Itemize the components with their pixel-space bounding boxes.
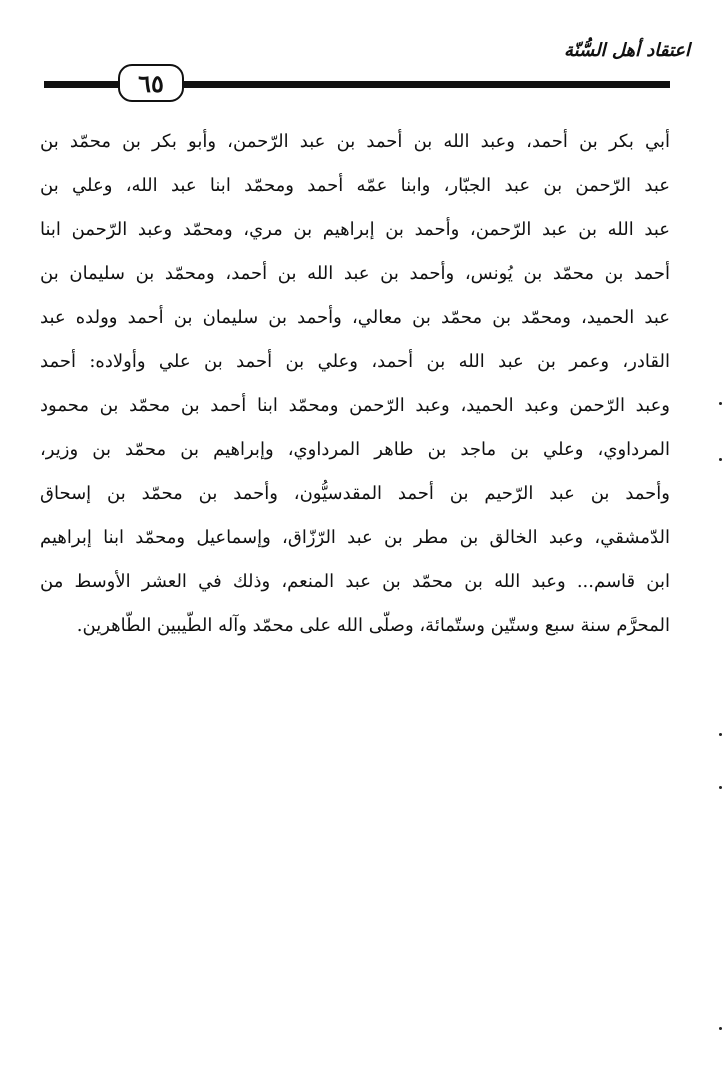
text-line: عبد الرّحمن بن عبد الجبّار، وابنا عمّه أحمد ومحمّد ابنا عبد الله، وعلي بن <box>40 175 670 196</box>
scan-margin-mark <box>719 402 722 405</box>
page-number: ٦٥ <box>118 64 184 102</box>
text-line: الدّمشقي، وعبد الخالق بن مطر بن عبد الرّزّاق، وإسماعيل ومحمّد ابنا إبراهيم <box>40 527 670 548</box>
text-line: أبي بكر بن أحمد، وعبد الله بن أحمد بن عبد الرّحمن، وأبو بكر بن محمّد بن <box>40 131 670 152</box>
running-title: اعتقاد أهل السُّنّة <box>563 40 690 61</box>
text-line: وعبد الرّحمن وعبد الحميد، وعبد الرّحمن ومحمّد ابنا أحمد بن محمّد بن محمود <box>40 395 670 416</box>
text-line: وأحمد بن عبد الرّحيم بن أحمد المقدسيُّون، وأحمد بن محمّد بن إسحاق <box>40 483 670 504</box>
text-line: القادر، وعمر بن عبد الله بن أحمد، وعلي بن أحمد بن علي وأولاده: أحمد <box>40 351 670 372</box>
text-line: أحمد بن محمّد بن يُونس، وأحمد بن عبد الله بن أحمد، ومحمّد بن سليمان بن <box>40 263 670 284</box>
body-text <box>40 122 670 650</box>
header-rule-left <box>44 81 120 88</box>
text-line: المرداوي، وعلي بن ماجد بن طاهر المرداوي، وإبراهيم بن محمّد بن وزير، <box>40 439 670 460</box>
text-line: ابن قاسم... وعبد الله بن محمّد بن عبد المنعم، وذلك في العشر الأوسط من <box>40 571 670 592</box>
text-line: عبد الحميد، ومحمّد بن محمّد بن معالي، وأحمد بن سليمان بن أحمد وولده عبد <box>40 307 670 328</box>
scan-margin-mark <box>719 733 722 736</box>
header-rule-right <box>184 81 670 88</box>
scan-margin-mark <box>719 786 722 789</box>
text-line: المحرَّم سنة سبع وستّين وستّمائة، وصلّى الله على محمّد وآله الطّيبين الطّاهرين. <box>76 615 670 636</box>
scan-margin-mark <box>719 1027 722 1030</box>
text-line: عبد الله بن عبد الرّحمن، وأحمد بن إبراهيم بن مري، ومحمّد وعبد الرّحمن ابنا <box>40 219 670 240</box>
scan-margin-mark <box>719 458 722 461</box>
